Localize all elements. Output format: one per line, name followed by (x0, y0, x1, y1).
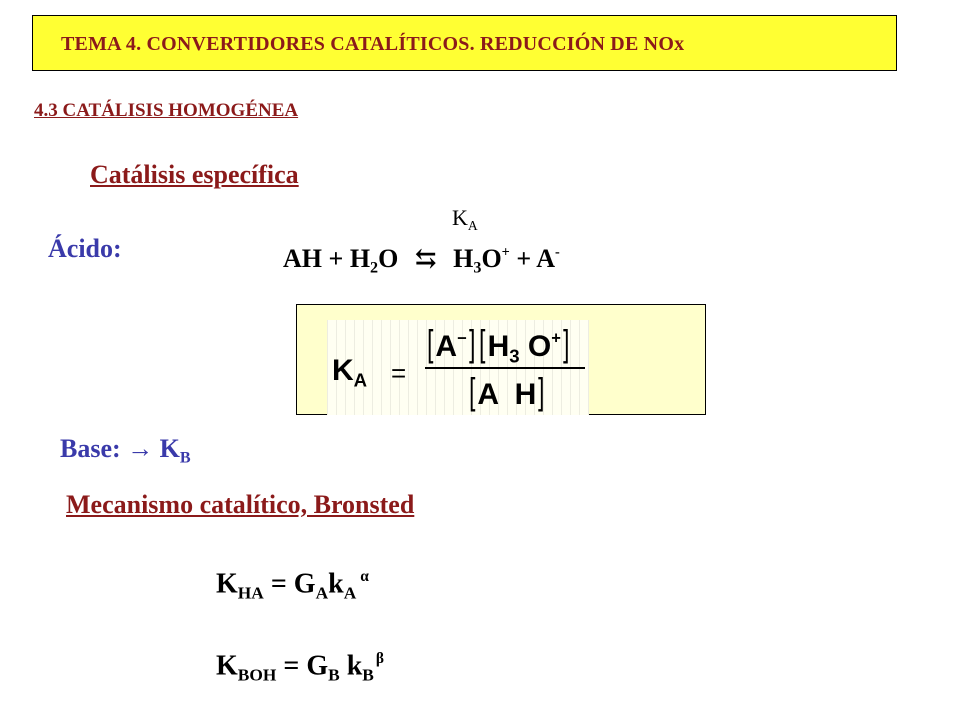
acid-reaction-equation: AH + $H_2O$ ⇆ $H_3O^+ + A^-$ (283, 244, 560, 277)
heading-catalisis-especifica: Catálisis específica (90, 160, 299, 189)
ka-formula-box (296, 304, 706, 415)
slide-title: TEMA 4. CONVERTIDORES CATALÍTICOS. REDUCCIÓN DE NOx (61, 33, 685, 55)
formula-numerator: [A−] [$H_3$ O+] (427, 322, 570, 367)
base-line: Base: → $K_B$ (60, 434, 191, 467)
formula-denominator: [A H] (469, 370, 545, 412)
bronsted-equation-base: $K_{BOH} = G_B$ $k_B^\beta$ (216, 650, 384, 685)
formula-equals: = (391, 358, 407, 388)
right-arrow-icon: → (127, 434, 154, 463)
section-heading: 4.3 CATÁLISIS HOMOGÉNEA (34, 100, 299, 121)
ka-formula-image (327, 320, 589, 415)
ka-constant-label: $K_A$ (452, 205, 478, 233)
bronsted-equation-acid: $K_{HA} = G_Ak_A^\alpha$ (216, 568, 369, 603)
title-banner (32, 15, 897, 71)
formula-fraction-bar (425, 367, 585, 369)
acid-label: Ácido: (48, 234, 122, 263)
formula-ka: $K_A$ (332, 354, 368, 391)
equilibrium-arrow-icon: ⇆ (414, 244, 437, 273)
heading-mecanismo-bronsted: Mecanismo catalítico, Bronsted (66, 490, 415, 519)
